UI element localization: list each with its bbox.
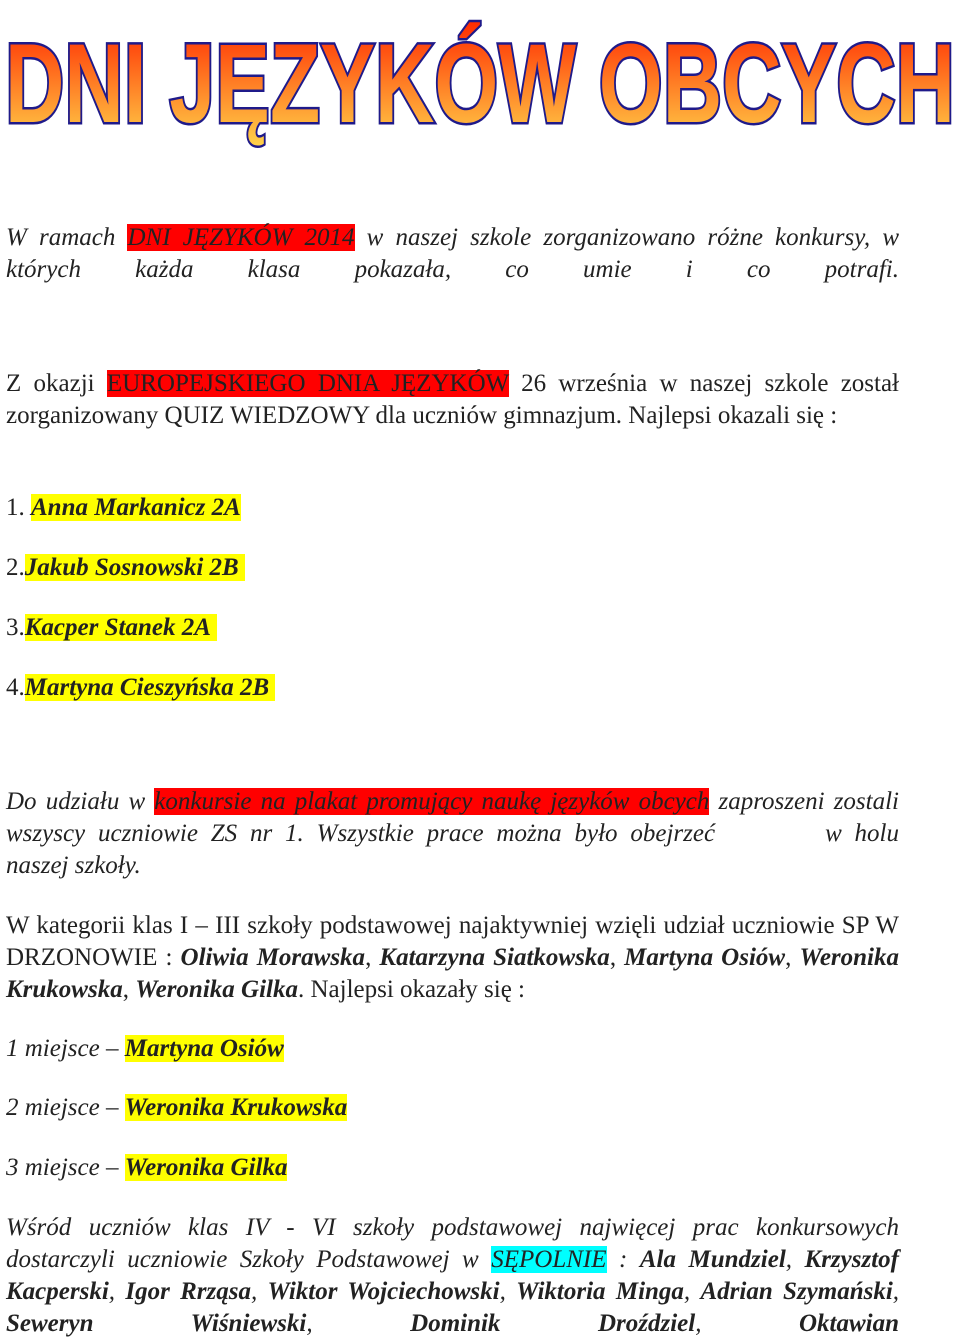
quiz-winner-4: 4.Martyna Cieszyńska 2B	[6, 672, 275, 704]
quiz-winner-3: 3.Kacper Stanek 2A	[6, 612, 217, 644]
poster-paragraph: Do udziału w konkursie na plakat promujący naukę języków obcych zaproszeni zostali wszyscy uczniowie ZS nr 1. Wszystkie prace można było obejrzeć w holu naszej szkoły.	[6, 788, 900, 879]
place-3: 3 miejsce – Weronika Gilka	[6, 1154, 288, 1181]
quiz-paragraph: Z okazji EUROPEJSKIEGO DNIA JĘZYKÓW 26 września w naszej szkole został zorganizowany QUIZ WIEDZOWY dla uczniów gimnazjum. Najlepsi okazali się :	[6, 370, 900, 429]
place-2: 2 miejsce – Weronika Krukowska	[6, 1094, 348, 1121]
quiz-winner-2: 2.Jakub Sosnowski 2B	[6, 552, 245, 584]
grades-4-6-paragraph: Wśród uczniów klas IV - VI szkoły podstawowej najwięcej prac konkursowych dostarczyli uczniowie Szkoły Podstawowej w SĘPOLNIE : Ala Mundziel, Krzysztof Kacperski, Igor Rrząsa, Wiktor Wojciechowski, Wiktoria Minga, Adrian Szymański, Seweryn Wiśniewski, Dominik Droździel, Oktawian	[6, 1214, 900, 1337]
highlight-poster-contest: konkursie na plakat promujący naukę języków obcych	[154, 788, 710, 815]
intro-paragraph: W ramach DNI JĘZYKÓW 2014 w naszej szkole zorganizowano różne konkursy, w których każda klasa pokazała, co umie i co potrafi.	[6, 224, 899, 283]
highlight-event-name: DNI JĘZYKÓW 2014	[127, 224, 355, 251]
highlight-european-day: EUROPEJSKIEGO DNIA JĘZYKÓW	[106, 370, 509, 397]
highlight-sepolno: SĘPOLNIE	[491, 1246, 607, 1273]
page-title: DNI JĘZYKÓW OBCYCH	[5, 21, 955, 146]
place-1: 1 miejsce – Martyna Osiów	[6, 1035, 284, 1062]
quiz-winner-1: 1. Anna Markanicz 2A	[6, 494, 241, 521]
page-title-wordart	[0, 0, 960, 150]
grades-1-3-paragraph: W kategorii klas I – III szkoły podstawowej najaktywniej wzięli udział uczniowie SP W DRZONOWIE : Oliwia Morawska, Katarzyna Siatkowska, Martyna Osiów, Weronika Krukowska, Weronika Gilka. Najlepsi okazały się :	[6, 912, 900, 1003]
